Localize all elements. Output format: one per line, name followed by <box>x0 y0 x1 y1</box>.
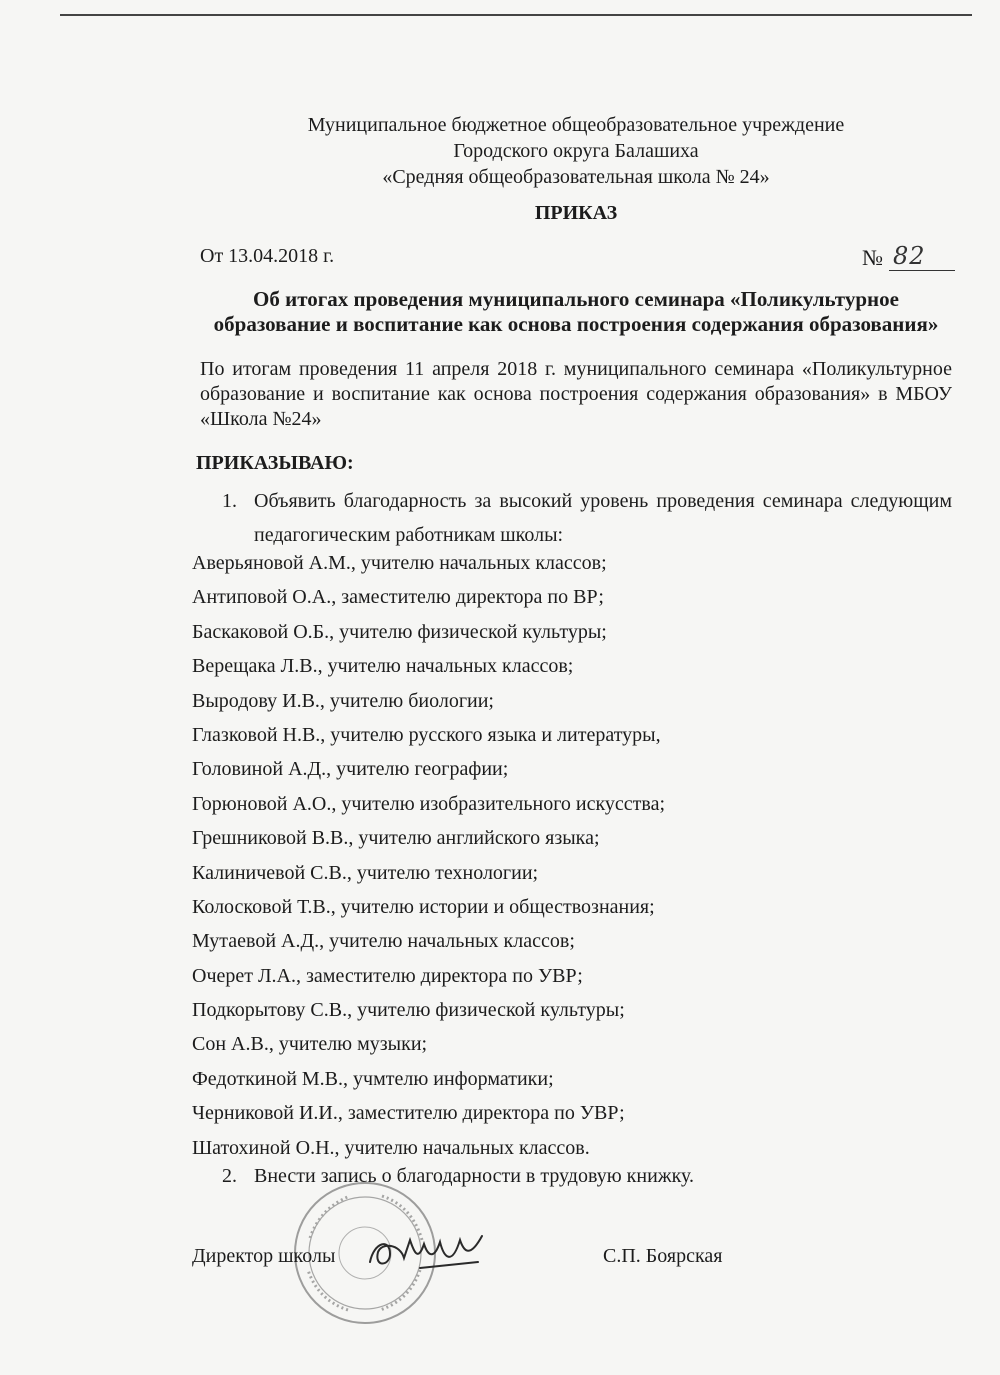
list-item: Аверьяновой А.М., учителю начальных классов; <box>192 552 607 574</box>
header-line-2: Городского округа Балашиха <box>453 140 699 162</box>
list-item: Очерет Л.А., заместителю директора по УВР; <box>192 964 583 987</box>
order-directive: ПРИКАЗЫВАЮ: <box>196 452 354 474</box>
subject-line-2: образование и воспитание как основа построения содержания образования» <box>213 312 939 336</box>
list-item: Головиной А.Д., учителю географии; <box>192 758 509 781</box>
list-item: Калиничевой С.В., учителю технологии; <box>192 861 539 884</box>
order-date: От 13.04.2018 г. <box>200 245 335 267</box>
list-item: Подкорытову С.В., учителю физической культуры; <box>192 999 625 1022</box>
signatory-role: Директор школы <box>192 1245 336 1267</box>
list-item: Выродову И.В., учителю биологии; <box>192 689 494 712</box>
header-line-3: «Средняя общеобразовательная школа № 24» <box>382 166 770 188</box>
list-item: Шатохиной О.Н., учителю начальных классов. <box>192 1136 590 1159</box>
preamble-paragraph: По итогам проведения 11 апреля 2018 г. муниципального семинара «Поликультурное образование и воспитание как основа построения содержания образования» в МБОУ «Школа №24» <box>200 358 952 430</box>
list-item: Горюновой А.О., учителю изобразительного искусства; <box>192 792 666 815</box>
item-text: Объявить благодарность за высокий уровень проведения семинара следующим педагогическим работникам школы: <box>254 490 952 546</box>
handwritten-signature-icon <box>360 1222 490 1282</box>
list-item: Баскаковой О.Б., учителю физической культуры; <box>192 620 607 643</box>
document-type: ПРИКАЗ <box>534 202 618 224</box>
list-item: Федоткиной М.В., учмтелю информатики; <box>192 1067 554 1090</box>
staff-list <box>192 553 792 1172</box>
item-number: 2. <box>222 1165 237 1187</box>
list-item: Глазковой Н.В., учителю русского языка и литературы, <box>192 723 661 746</box>
list-item: Сон А.В., учителю музыки; <box>192 1033 428 1056</box>
order-item-1 <box>222 484 952 552</box>
list-item: Антиповой О.А., заместителю директора по ВР; <box>192 586 604 609</box>
subject-line-1: Об итогах проведения муниципального семинара «Поликультурное <box>253 287 899 311</box>
item-text: Внести запись о благодарности в трудовую книжку. <box>254 1165 695 1187</box>
header-line-1: Муниципальное бюджетное общеобразовательное учреждение <box>307 114 845 136</box>
list-item: Верещака Л.В., учителю начальных классов; <box>192 655 574 678</box>
list-item: Мутаевой А.Д., учителю начальных классов; <box>192 930 575 953</box>
signatory-name: С.П. Боярская <box>603 1245 723 1267</box>
order-subject <box>200 287 952 337</box>
order-number-value: 82 <box>889 242 955 271</box>
number-sign: № <box>862 245 883 270</box>
top-rule <box>60 14 972 16</box>
institution-header <box>200 112 952 190</box>
list-item: Колосковой Т.В., учителю истории и обществознания; <box>192 895 655 918</box>
order-number <box>862 242 955 271</box>
list-item: Грешниковой В.В., учителю английского языка; <box>192 827 600 850</box>
list-item: Черниковой И.И., заместителю директора по УВР; <box>192 1102 625 1125</box>
item-number: 1. <box>222 490 237 512</box>
